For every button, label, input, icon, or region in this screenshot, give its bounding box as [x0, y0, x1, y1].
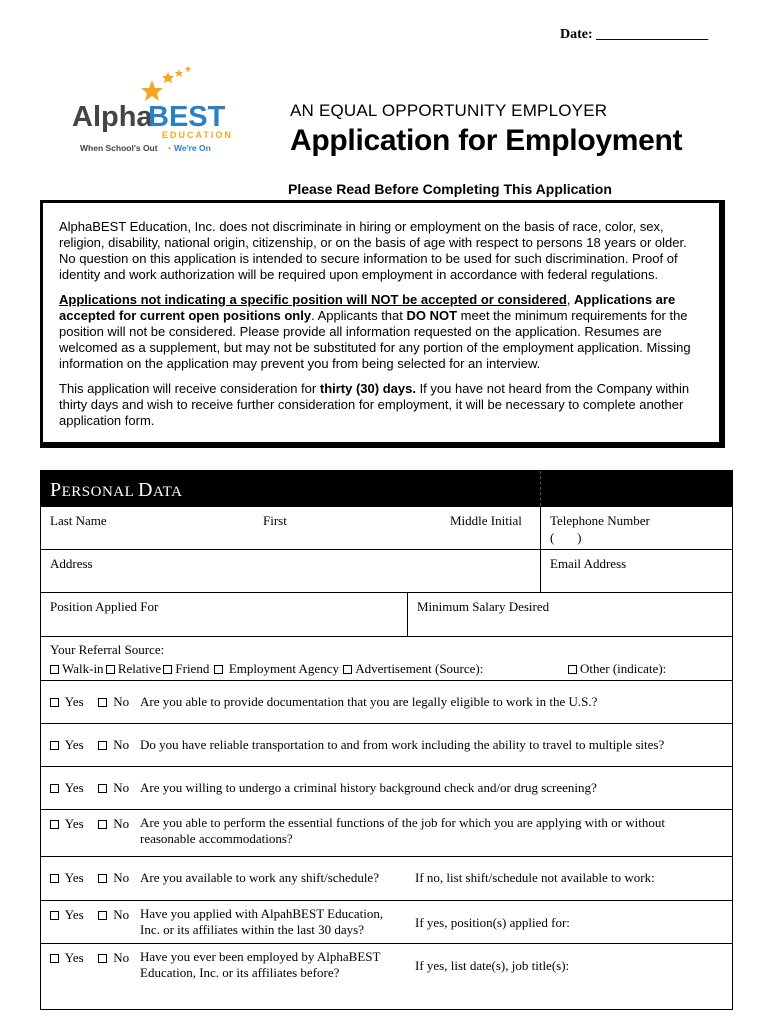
no-option[interactable]: No	[98, 816, 129, 832]
referral-label: Your Referral Source:	[50, 642, 165, 657]
referral-row	[41, 636, 732, 680]
name-row	[41, 506, 732, 549]
yes-option[interactable]: Yes	[50, 737, 84, 753]
last-name-field[interactable]: Last Name	[50, 513, 107, 528]
svg-text:•: •	[168, 143, 171, 153]
checkbox-icon[interactable]	[50, 698, 59, 707]
notice-paragraph-1: AlphaBEST Education, Inc. does not discriminate in hiring or employment on the basis of race, color, sex, religion, disability, national origin, citizenship, or on the basis of age with respect to persons 18 years or older. No question on this application is intended to secure information to be used for such discrimination. Proof of identity and work authorization will be required upon employment in accordance with federal regulations.	[59, 219, 687, 282]
svg-text:Alpha: Alpha	[72, 101, 153, 133]
referral-option-advertisement[interactable]: Advertisement (Source):	[342, 661, 483, 676]
referral-option-friend[interactable]: Friend	[164, 661, 209, 676]
checkbox-icon[interactable]	[50, 820, 59, 829]
no-option[interactable]: No	[98, 870, 129, 886]
checkbox-icon[interactable]	[98, 784, 107, 793]
referral-option-agency[interactable]: Employment Agency	[213, 661, 339, 676]
yes-option[interactable]: Yes	[50, 870, 84, 886]
yes-option[interactable]: Yes	[50, 907, 84, 923]
question-text: Are you available to work any shift/schedule?	[140, 870, 379, 885]
checkbox-icon[interactable]	[98, 911, 107, 920]
question-text: Are you able to perform the essential functions of the job for which you are applying with or without reasonable accommodations?	[140, 815, 665, 846]
date-field[interactable]: Date: ________________	[560, 27, 709, 42]
question-text: Have you ever been employed by AlphaBEST Education, Inc. or its affiliates before?	[140, 949, 381, 980]
alphabest-logo	[70, 66, 250, 158]
checkbox-icon[interactable]	[343, 665, 352, 674]
yes-option[interactable]: Yes	[50, 780, 84, 796]
salary-field[interactable]: Minimum Salary Desired	[417, 599, 550, 614]
please-read-heading: Please Read Before Completing This Application	[288, 181, 612, 197]
referral-option-other[interactable]: Other (indicate):	[568, 661, 666, 677]
question-row-applied-recently	[41, 900, 732, 943]
checkbox-icon[interactable]	[98, 874, 107, 883]
no-option[interactable]: No	[98, 694, 129, 710]
checkbox-icon[interactable]	[568, 665, 577, 674]
yes-option[interactable]: Yes	[50, 694, 84, 710]
no-option[interactable]: No	[98, 950, 129, 966]
yes-option[interactable]: Yes	[50, 816, 84, 832]
checkbox-icon[interactable]	[98, 820, 107, 829]
section-header	[41, 471, 732, 506]
checkbox-icon[interactable]	[50, 954, 59, 963]
question-text: Are you able to provide documentation that you are legally eligible to work in the U.S.?	[140, 694, 598, 709]
referral-option-walkin[interactable]: Walk-in	[50, 661, 104, 676]
question-row-previously-employed	[41, 943, 732, 1010]
previous-employment-field[interactable]: If yes, list date(s), job title(s):	[415, 958, 570, 973]
svg-text:We're On: We're On	[174, 143, 211, 153]
position-field[interactable]: Position Applied For	[50, 599, 159, 614]
checkbox-icon[interactable]	[50, 874, 59, 883]
question-row-shift	[41, 856, 732, 900]
checkbox-icon[interactable]	[106, 665, 115, 674]
svg-text:EDUCATION: EDUCATION	[162, 130, 233, 140]
checkbox-icon[interactable]	[98, 954, 107, 963]
first-name-field[interactable]: First	[263, 513, 287, 528]
notice-paragraph-3: This application will receive consideration for thirty (30) days. If you have not heard from the Company within thirty days and wish to receive further consideration for employment, it will be necessary to complete another application form.	[59, 381, 690, 428]
position-row	[41, 592, 732, 636]
question-row-essential-functions	[41, 809, 732, 856]
no-option[interactable]: No	[98, 907, 129, 923]
question-row-transportation	[41, 723, 732, 766]
checkbox-icon[interactable]	[214, 665, 223, 674]
question-text: Have you applied with AlpahBEST Education, Inc. or its affiliates within the last 30 days?	[140, 906, 384, 937]
email-field[interactable]: Email Address	[550, 556, 627, 571]
positions-applied-field[interactable]: If yes, position(s) applied for:	[415, 915, 570, 930]
no-option[interactable]: No	[98, 737, 129, 753]
checkbox-icon[interactable]	[50, 784, 59, 793]
checkbox-icon[interactable]	[50, 741, 59, 750]
question-row-eligibility	[41, 680, 732, 723]
telephone-field[interactable]: Telephone Number	[550, 513, 650, 528]
yes-option[interactable]: Yes	[50, 950, 84, 966]
referral-options	[50, 661, 483, 677]
question-text: Do you have reliable transportation to and from work including the ability to travel to multiple sites?	[140, 737, 665, 752]
svg-text:When School's Out: When School's Out	[80, 143, 158, 153]
page-title: Application for Employment	[290, 124, 683, 157]
checkbox-icon[interactable]	[50, 665, 59, 674]
checkbox-icon[interactable]	[98, 698, 107, 707]
address-row	[41, 549, 732, 592]
notice-paragraph-2: Applications not indicating a specific position will NOT be accepted or considered, Applications are accepted for current open positions only. Applicants that DO NOT meet the minimum requirements for the position will not be considered. Please provide all information requested on the application. Resumes are welcomed as a supplement, but may not be substituted for any portion of the employment application. Missing information on the application may prevent you from being selected for an interview.	[59, 292, 691, 371]
middle-initial-field[interactable]: Middle Initial	[450, 513, 522, 528]
question-row-background-check	[41, 766, 732, 809]
question-text: Are you willing to undergo a criminal history background check and/or drug screening?	[140, 780, 597, 795]
referral-option-relative[interactable]: Relative	[107, 661, 161, 676]
star-icon	[141, 66, 191, 101]
checkbox-icon[interactable]	[98, 741, 107, 750]
checkbox-icon[interactable]	[50, 911, 59, 920]
shift-not-available-field[interactable]: If no, list shift/schedule not available to work:	[415, 870, 655, 885]
checkbox-icon[interactable]	[163, 665, 172, 674]
no-option[interactable]: No	[98, 780, 129, 796]
notice-box	[40, 200, 725, 448]
equal-opportunity-label: AN EQUAL OPPORTUNITY EMPLOYER	[290, 101, 608, 120]
personal-data-form	[40, 470, 733, 1010]
section-title: PERSONAL DATA	[50, 479, 183, 501]
telephone-area-code: ( )	[550, 530, 582, 545]
address-field[interactable]: Address	[50, 556, 93, 571]
svg-text:BEST: BEST	[148, 101, 226, 133]
